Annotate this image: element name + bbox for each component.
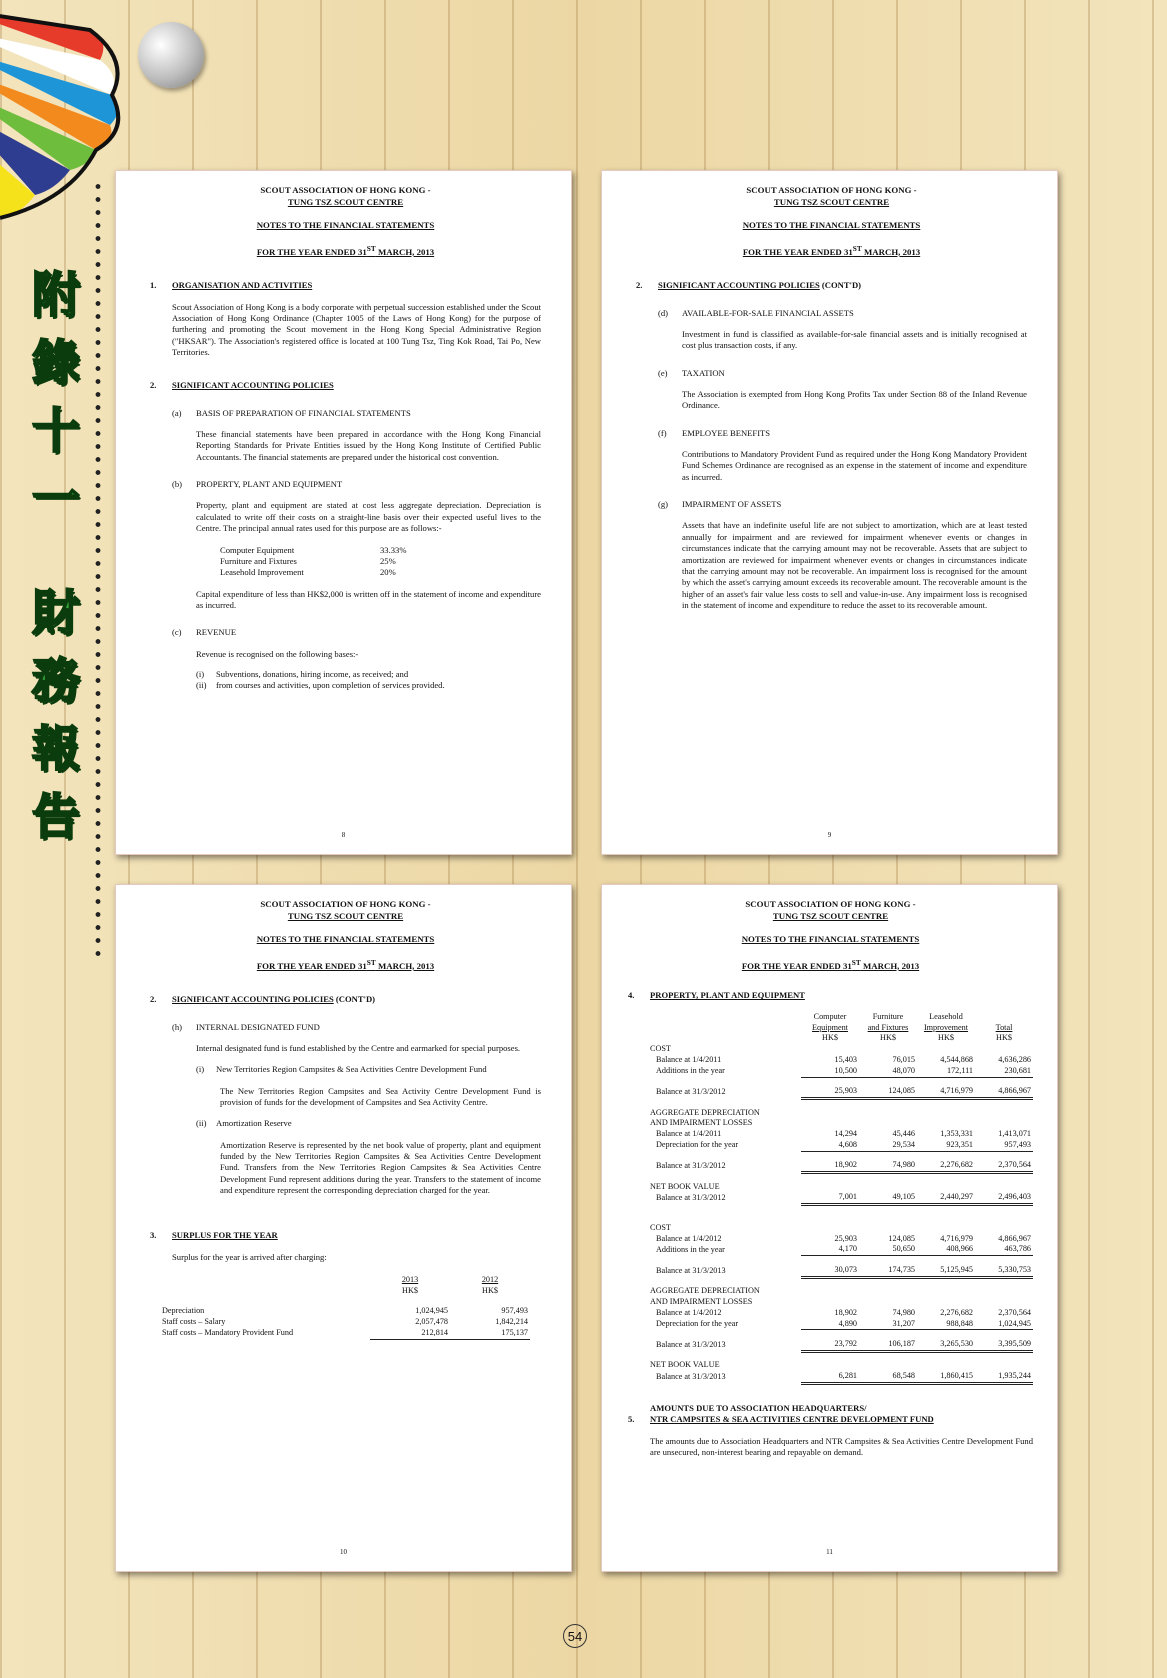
page-number: 54 bbox=[563, 1624, 587, 1648]
table-row: Additions in the year 4,170 50,650 408,966 463,786 bbox=[628, 1244, 1033, 1255]
revenue-list: (i) Subventions, donations, hiring income, as received; and (ii) from courses and activities, upon completion of services provided. bbox=[196, 668, 445, 691]
side-title-char: 一 bbox=[31, 471, 80, 527]
subsection-heading: (f) EMPLOYEE BENEFITS bbox=[658, 427, 771, 438]
table-row: Staff costs – Salary 2,057,478 1,842,214 bbox=[162, 1317, 528, 1327]
statement-page-10 bbox=[115, 884, 572, 1572]
notes-title: NOTES TO THE FINANCIAL STATEMENTS bbox=[256, 934, 435, 945]
table-row: Balance at 31/3/2013 30,073 174,735 5,125,945 5,330,753 bbox=[628, 1265, 1033, 1277]
notes-title: NOTES TO THE FINANCIAL STATEMENTS bbox=[256, 220, 435, 231]
table-row: Additions in the year 10,500 48,070 172,111 230,681 bbox=[628, 1066, 1033, 1077]
paragraph: The New Territories Region Campsites and Sea Activity Centre Development Fund is provision of funds for the development of Campsites and Sea Activity Centre. bbox=[220, 1085, 541, 1108]
statement-page-8 bbox=[115, 170, 572, 855]
table-row: Balance at 31/3/2012 18,902 74,980 2,276,682 2,370,564 bbox=[628, 1160, 1033, 1172]
page-header bbox=[636, 185, 1027, 258]
table-row: Depreciation for the year 4,890 31,207 988,848 1,024,945 bbox=[628, 1319, 1033, 1330]
subsection-heading: (a) BASIS OF PREPARATION OF FINANCIAL STATEMENTS bbox=[172, 407, 411, 418]
org-name: SCOUT ASSOCIATION OF HONG KONG - bbox=[260, 185, 431, 195]
section-heading: 3. SURPLUS FOR THE YEAR bbox=[150, 1230, 278, 1241]
subsection-heading: (c) REVENUE bbox=[172, 627, 237, 638]
paragraph: Surplus for the year is arrived after charging: bbox=[172, 1251, 327, 1262]
centre-name: TUNG TSZ SCOUT CENTRE bbox=[772, 910, 889, 921]
centre-name: TUNG TSZ SCOUT CENTRE bbox=[287, 910, 404, 921]
side-title-char: 附 bbox=[31, 267, 80, 323]
centre-name: TUNG TSZ SCOUT CENTRE bbox=[773, 196, 890, 207]
paragraph: Property, plant and equipment are stated at cost less aggregate depreciation. Depreciation is calculated to write off their costs on a straight-line basis over their expected useful lives to the Centre. The principal annual rates used for this purpose are as follows:- bbox=[196, 500, 541, 534]
page-footer-number: 8 bbox=[341, 830, 346, 839]
paragraph: Investment in fund is classified as available-for-sale financial assets and is initially recognised at cost plus transaction costs, if any. bbox=[682, 329, 1027, 351]
side-title-char: 報 bbox=[31, 721, 80, 777]
side-title-char: 告 bbox=[31, 789, 80, 845]
paragraph: Revenue is recognised on the following bases:- bbox=[196, 648, 359, 659]
subsection-heading: (g) IMPAIRMENT OF ASSETS bbox=[658, 499, 782, 510]
section-heading: AMOUNTS DUE TO ASSOCIATION HEADQUARTERS/ bbox=[650, 1402, 867, 1413]
side-title-char: 十 bbox=[31, 403, 80, 459]
fund-item: (ii) Amortization Reserve bbox=[196, 1118, 292, 1129]
section-heading: 4. PROPERTY, PLANT AND EQUIPMENT bbox=[628, 990, 805, 1001]
org-name: SCOUT ASSOCIATION OF HONG KONG - bbox=[260, 899, 431, 909]
table-row: Balance at 1/4/2011 15,403 76,015 4,544,868 4,636,286 bbox=[656, 1055, 1031, 1065]
depreciation-rates: Computer Equipment 33.33% Furniture and Fixtures 25% Leasehold Improvement 20% bbox=[220, 544, 407, 578]
year-title: FOR THE YEAR ENDED 31ST MARCH, 2013 bbox=[741, 957, 920, 971]
paragraph: These financial statements have been prepared in accordance with the Hong Kong Financial Reporting Standards for Private Entities issued by the Hong Kong Institute of Certified Public Accountants. The financial statements are prepared under the historical cost convention. bbox=[196, 429, 541, 462]
table-row: Staff costs – Mandatory Provident Fund 212,814 175,137 bbox=[160, 1328, 530, 1339]
table-row: Depreciation for the year 4,608 29,534 923,351 957,493 bbox=[628, 1140, 1033, 1151]
paragraph: Amortization Reserve is represented by the net book value of property, plant and equipment funded by the New Territories Region Campsites & Sea Activities Centre Development Fund. Transfers from the New Territories Region Campsites & Sea Activities Centre Development Fund represent additions during the year. Transfers to the statement of income and expenditure represent the corresponding depreciation charged for the year. bbox=[220, 1139, 541, 1196]
ppe-table: Computer Equipment HK$ Furniture and Fixtures HK$ Leasehold Improvement HK$ Total HK$ COST Balance at 1/4/2011 15,403 76,015 4,544,868 4,636,286 Additions in the year 10,500 48,070 172,111 230,681 Balance at 31/3/2012 25,903 124,085 4,716,979 4,866,967 AGGREGATE DEPRECIATION AND IMPAIRMENT LOSSES Balance at 1/4/2011 14,294 45,446 1,353,331 1,413,071 Depreciation for the year 4,608 29,534 923,351 957,493 Balance at 31/3/2012 18,902 74,980 2,276,682 2,370,564 NET BOOK VALUE Balance at 31/3/2012 7,001 49,105 2,440,297 2,496,403 COST Balance at 1/4/2012 25,903 124,085 4,716,979 4,866,967 Additions in the year 4,170 50,650 408,966 463,786 Balance at 31/3/2013 30,073 174,735 5,125,945 5,330,753 AGGREGATE DEPRECIATION AND IMPAIRMENT LOSSES Balance at 1/4/2012 18,902 74,980 2,276,682 2,370,564 Depreciation for the year 4,890 31,207 988,848 1,024,945 Balance at 31/3/2013 23,792 106,187 3,265,530 3,395,509 NET BOOK VALUE Balance at 31/3/2013 6,281 68,548 1,860,415 1,935,244 bbox=[628, 1012, 1033, 1385]
side-title bbox=[28, 262, 84, 850]
subsection-heading: (e) TAXATION bbox=[658, 367, 725, 378]
surplus-table: 2013 2012 HK$ HK$ Depreciation 1,024,945 957,493 Staff costs – Salary 2,057,478 1,842,214 Staff costs – Mandatory Provident Fund 212,814 175,137 bbox=[160, 1275, 530, 1340]
year-title: FOR THE YEAR ENDED 31ST MARCH, 2013 bbox=[256, 957, 435, 971]
statement-page-11 bbox=[601, 884, 1058, 1572]
section-heading: 5. NTR CAMPSITES & SEA ACTIVITIES CENTRE DEVELOPMENT FUND bbox=[628, 1414, 934, 1425]
side-title-char: 錄 bbox=[31, 335, 80, 391]
org-name: SCOUT ASSOCIATION OF HONG KONG - bbox=[745, 899, 916, 909]
paragraph: The Association is exempted from Hong Kong Profits Tax under Section 88 of the Inland Revenue Ordinance. bbox=[682, 389, 1027, 411]
side-title-char: 務 bbox=[31, 653, 80, 709]
pushpin-icon bbox=[138, 22, 204, 88]
table-row: Depreciation 1,024,945 957,493 bbox=[162, 1306, 528, 1316]
section-heading: 2. SIGNIFICANT ACCOUNTING POLICIES (CONT'D) bbox=[150, 994, 376, 1005]
subsection-heading: (b) PROPERTY, PLANT AND EQUIPMENT bbox=[172, 479, 343, 490]
paragraph: Capital expenditure of less than HK$2,000 is written off in the statement of income and expenditure as incurred. bbox=[196, 588, 541, 610]
centre-name: TUNG TSZ SCOUT CENTRE bbox=[287, 196, 404, 207]
paragraph: Assets that have an indefinite useful life are not subject to amortization, which are at least tested annually for impairment and are reviewed for impairment whenever events or changes in circumstances indicate that the carrying amount may not be recoverable. Assets that are subject to amortization are reviewed for impairment whenever events or changes in circumstances indicate that the carrying amount may not be recoverable. An impairment loss is recognised for the amount by which the asset's carrying amount exceeds its recoverable amount. The recoverable amount is the higher of an asset's fair value less costs to sell and value-in-use. Any impairment loss is recognised in the statement of income and expenditure to reduce the asset to its recoverable amount. bbox=[682, 520, 1027, 610]
page-header bbox=[150, 899, 541, 972]
fund-item: (i) New Territories Region Campsites & Sea Activities Centre Development Fund bbox=[196, 1064, 487, 1075]
org-name: SCOUT ASSOCIATION OF HONG KONG - bbox=[746, 185, 917, 195]
paragraph: The amounts due to Association Headquarters and NTR Campsites & Sea Activities Centre Development Fund are unsecured, non-interest bearing and repayable on demand. bbox=[650, 1435, 1033, 1457]
page-header bbox=[628, 899, 1033, 972]
notes-title: NOTES TO THE FINANCIAL STATEMENTS bbox=[741, 934, 920, 945]
table-row: Balance at 1/4/2011 14,294 45,446 1,353,331 1,413,071 bbox=[656, 1129, 1031, 1139]
paragraph: Internal designated fund is fund established by the Centre and earmarked for special purposes. bbox=[196, 1043, 521, 1054]
page-footer-number: 9 bbox=[827, 830, 832, 839]
table-row: Balance at 1/4/2012 25,903 124,085 4,716,979 4,866,967 bbox=[656, 1233, 1031, 1243]
paragraph: Scout Association of Hong Kong is a body corporate with perpetual succession established under the Scout Association of Hong Kong Ordinance (Chapter 1005 of the Laws of Hong Kong) for the purpose of furthering and promoting the Scout movement in the Hong Kong Special Administrative Region ("HKSAR"). The Association's registered office is located at 100 Tung Tsz, Ting Kok Road, Tai Po, New Territories. bbox=[172, 301, 541, 358]
subsection-heading: (d) AVAILABLE-FOR-SALE FINANCIAL ASSETS bbox=[658, 307, 854, 318]
page-footer-number: 10 bbox=[340, 1547, 347, 1556]
table-row: Balance at 31/3/2012 25,903 124,085 4,716,979 4,866,967 bbox=[628, 1086, 1033, 1098]
table-row: Balance at 1/4/2012 18,902 74,980 2,276,682 2,370,564 bbox=[656, 1307, 1031, 1317]
paragraph: Contributions to Mandatory Provident Fund as required under the Hong Kong Mandatory Provident Fund Schemes Ordinance are recognised as an expense in the statement of income and expenditure as incurred. bbox=[682, 449, 1027, 482]
section-heading: 2. SIGNIFICANT ACCOUNTING POLICIES bbox=[150, 380, 334, 391]
section-heading: 1. ORGANISATION AND ACTIVITIES bbox=[150, 280, 313, 291]
table-row: Balance at 31/3/2013 6,281 68,548 1,860,415 1,935,244 bbox=[628, 1371, 1033, 1383]
year-title: FOR THE YEAR ENDED 31ST MARCH, 2013 bbox=[742, 243, 921, 257]
binding-dots bbox=[93, 180, 103, 960]
year-title: FOR THE YEAR ENDED 31ST MARCH, 2013 bbox=[256, 243, 435, 257]
subsection-heading: (h) INTERNAL DESIGNATED FUND bbox=[172, 1021, 320, 1032]
table-row: Balance at 31/3/2012 7,001 49,105 2,440,297 2,496,403 bbox=[628, 1192, 1033, 1204]
statement-page-9 bbox=[601, 170, 1058, 855]
page-footer-number: 11 bbox=[826, 1547, 833, 1556]
table-row: Balance at 31/3/2013 23,792 106,187 3,265,530 3,395,509 bbox=[628, 1339, 1033, 1351]
page-header bbox=[150, 185, 541, 258]
section-heading: 2. SIGNIFICANT ACCOUNTING POLICIES (CONT'D) bbox=[636, 280, 862, 291]
side-title-char: 財 bbox=[31, 585, 80, 641]
notes-title: NOTES TO THE FINANCIAL STATEMENTS bbox=[742, 220, 921, 231]
